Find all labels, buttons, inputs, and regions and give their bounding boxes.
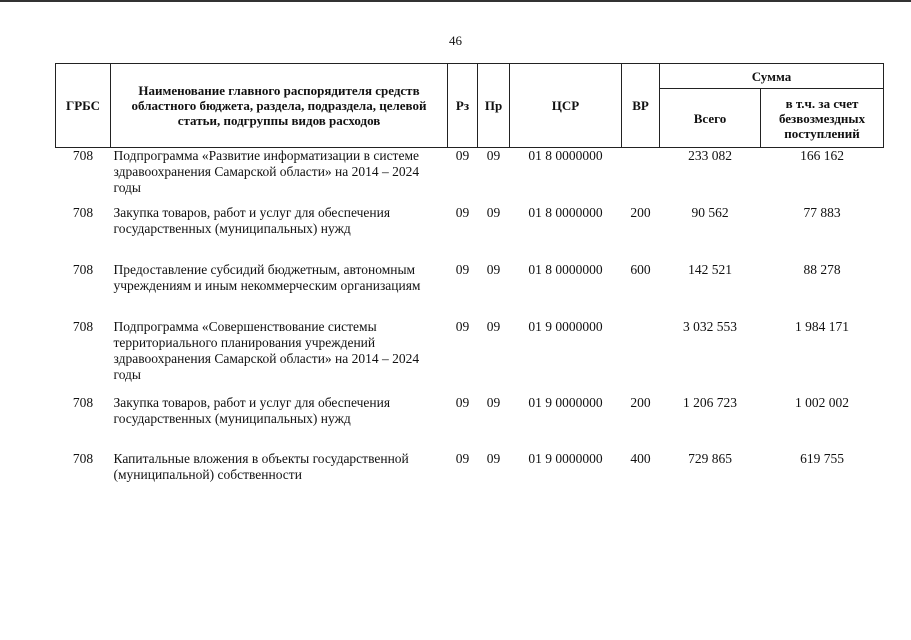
header-name: Наименование главного распорядителя средств областного бюджета, раздела, подраздела, целевой статьи, подгруппы видов расходов xyxy=(111,64,448,148)
cell-total: 729 865 xyxy=(688,451,732,466)
cell-rz: 09 xyxy=(455,319,470,334)
header-rz: Рз xyxy=(448,64,478,148)
cell-total: 90 562 xyxy=(691,205,729,220)
cell-csr: 01 8 0000000 xyxy=(528,205,603,220)
table-row xyxy=(56,148,884,206)
cell-csr: 01 9 0000000 xyxy=(528,451,603,466)
cell-incl: 77 883 xyxy=(803,205,841,220)
header-csr: ЦСР xyxy=(510,64,622,148)
table-row xyxy=(56,319,884,395)
cell-vr: 600 xyxy=(630,262,651,277)
cell-total: 1 206 723 xyxy=(683,395,737,410)
cell-grbs: 708 xyxy=(72,262,94,277)
table-row xyxy=(56,395,884,451)
cell-rz: 09 xyxy=(455,395,470,410)
table-row xyxy=(56,451,884,508)
cell-name: Закупка товаров, работ и услуг для обеспечения государственных (муниципальных) нужд xyxy=(113,205,391,236)
cell-grbs: 708 xyxy=(72,319,94,334)
header-sum: Сумма xyxy=(660,64,884,89)
cell-total: 233 082 xyxy=(688,148,732,163)
cell-csr: 01 9 0000000 xyxy=(528,395,603,410)
cell-rz: 09 xyxy=(455,262,470,277)
table-row xyxy=(56,205,884,262)
cell-total: 3 032 553 xyxy=(683,319,737,334)
cell-incl: 619 755 xyxy=(800,451,844,466)
header-pr: Пр xyxy=(478,64,510,148)
cell-rz: 09 xyxy=(455,451,470,466)
cell-pr: 09 xyxy=(486,319,501,334)
cell-rz: 09 xyxy=(455,148,470,163)
cell-incl: 1 002 002 xyxy=(795,395,849,410)
cell-csr: 01 9 0000000 xyxy=(528,319,603,334)
cell-incl: 88 278 xyxy=(803,262,841,277)
cell-vr xyxy=(622,319,660,395)
cell-vr: 200 xyxy=(630,205,651,220)
cell-grbs: 708 xyxy=(72,148,94,163)
cell-pr: 09 xyxy=(486,148,501,163)
cell-vr xyxy=(622,148,660,206)
cell-incl: 166 162 xyxy=(800,148,844,163)
cell-name: Закупка товаров, работ и услуг для обеспечения государственных (муниципальных) нужд xyxy=(113,395,391,426)
header-incl: в т.ч. за счет безвозмездных поступлений xyxy=(761,89,884,148)
cell-pr: 09 xyxy=(486,205,501,220)
cell-name: Капитальные вложения в объекты государственной (муниципальной) собственности xyxy=(113,451,409,482)
cell-name: Подпрограмма «Совершенствование системы территориального планирования учреждений здравоохранения Самарской области» на 2014 – 2024 годы xyxy=(113,319,420,382)
header-vr: ВР xyxy=(622,64,660,148)
header-total: Всего xyxy=(660,89,761,148)
cell-csr: 01 8 0000000 xyxy=(528,148,603,163)
cell-total: 142 521 xyxy=(688,262,732,277)
cell-pr: 09 xyxy=(486,395,501,410)
table-row xyxy=(56,262,884,319)
cell-vr: 200 xyxy=(630,395,651,410)
cell-name: Предоставление субсидий бюджетным, автономным учреждениям и иным некоммерческим организациям xyxy=(113,262,421,293)
cell-pr: 09 xyxy=(486,451,501,466)
cell-csr: 01 8 0000000 xyxy=(528,262,603,277)
cell-grbs: 708 xyxy=(72,205,94,220)
cell-grbs: 708 xyxy=(72,395,94,410)
cell-rz: 09 xyxy=(455,205,470,220)
cell-vr: 400 xyxy=(630,451,651,466)
cell-grbs: 708 xyxy=(72,451,94,466)
cell-name: Подпрограмма «Развитие информатизации в системе здравоохранения Самарской области» на 2014 – 2024 годы xyxy=(113,148,420,195)
page-number: 46 xyxy=(449,33,462,48)
cell-pr: 09 xyxy=(486,262,501,277)
budget-table xyxy=(55,63,884,508)
top-border-line xyxy=(0,0,911,2)
header-grbs: ГРБС xyxy=(56,64,111,148)
cell-incl: 1 984 171 xyxy=(795,319,849,334)
